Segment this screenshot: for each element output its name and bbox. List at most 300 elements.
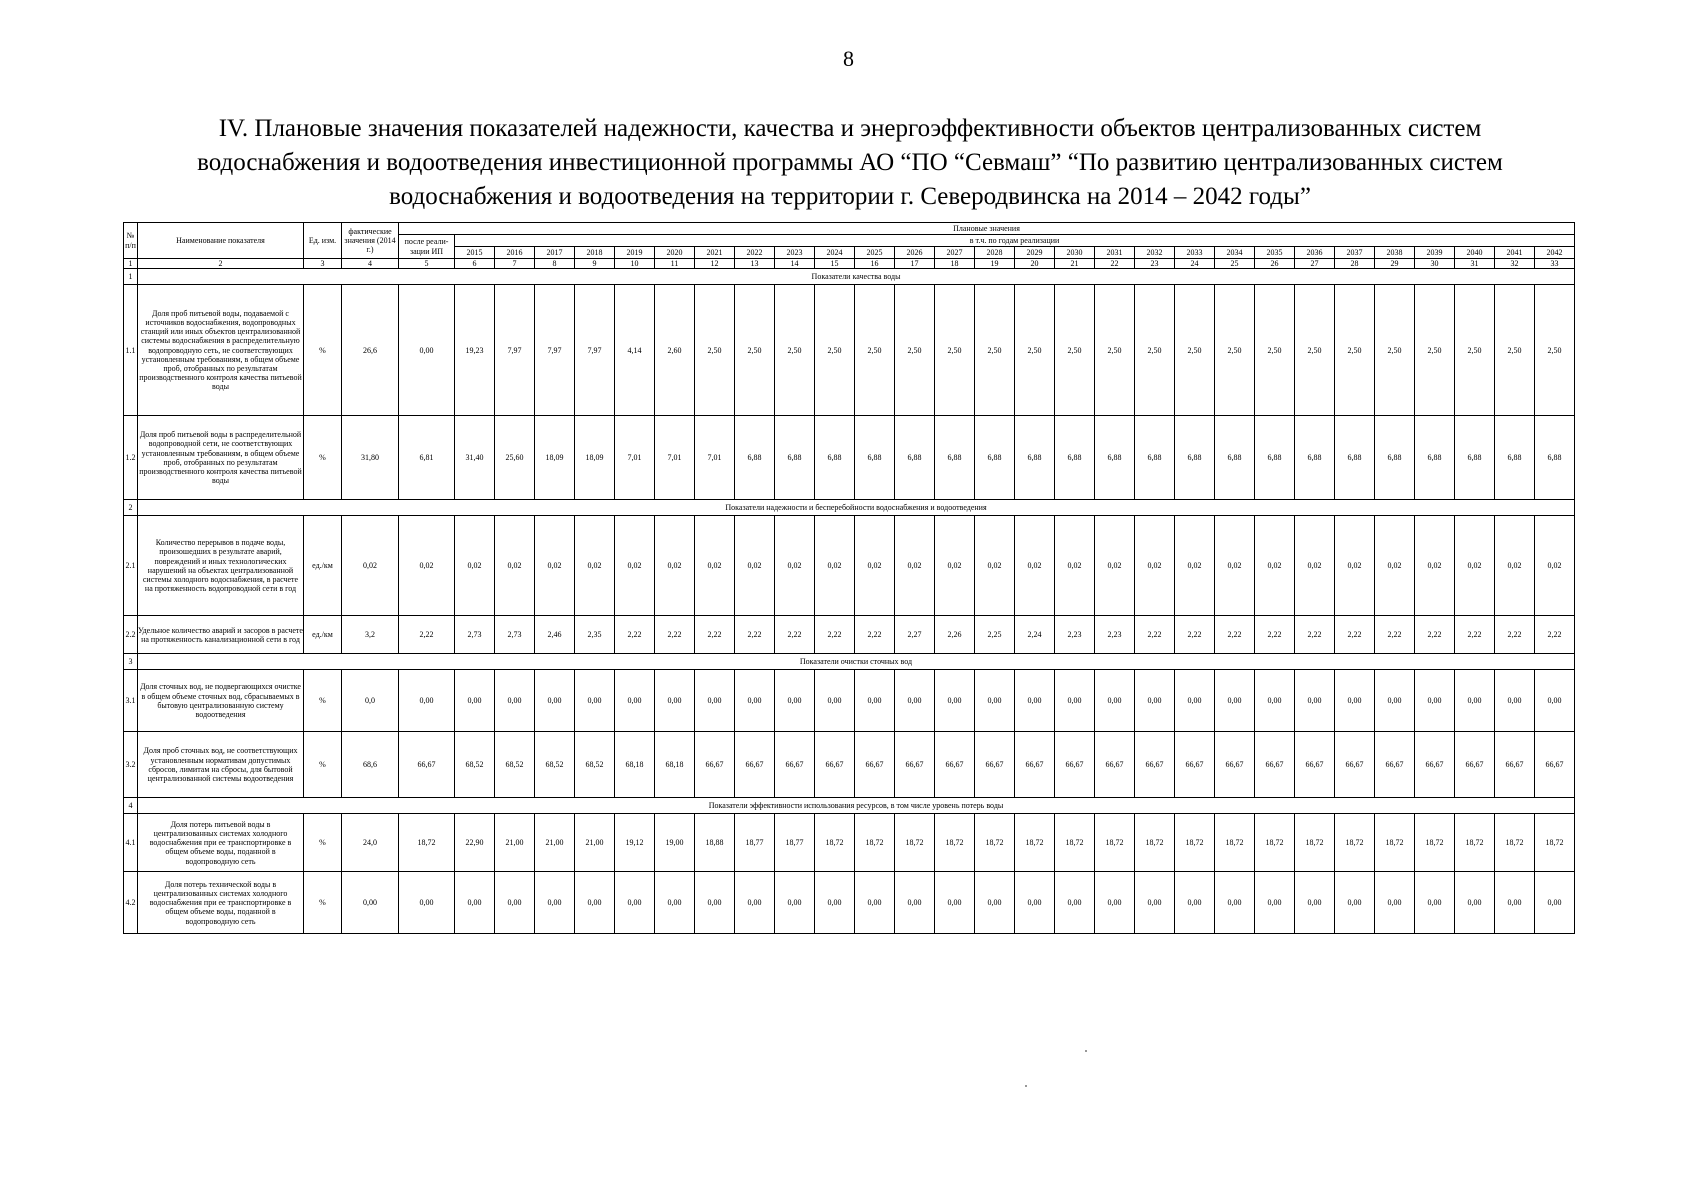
column-number: 5: [399, 259, 455, 269]
year-value: 0,02: [1415, 516, 1455, 616]
year-value: 18,09: [575, 416, 615, 500]
year-value: 2,22: [815, 616, 855, 654]
year-value: 66,67: [1335, 732, 1375, 798]
header-year: 2038: [1375, 247, 1415, 259]
year-value: 66,67: [1015, 732, 1055, 798]
year-value: 0,00: [815, 872, 855, 934]
header-year: 2034: [1215, 247, 1255, 259]
year-value: 66,67: [895, 732, 935, 798]
year-value: 0,02: [1055, 516, 1095, 616]
year-value: 18,72: [1375, 814, 1415, 872]
indicator-name: Доля проб питьевой воды, подаваемой с источников водоснабжения, водопроводных станций или иных объектов централизованной системы водоснабжения в распределительную водопроводную сеть, не соответствующих установленным требованиям, в общем объеме проб, отобранных по результатам производственного контроля качества питьевой воды: [138, 285, 304, 416]
year-value: 18,72: [1495, 814, 1535, 872]
year-value: 2,22: [655, 616, 695, 654]
year-value: 2,50: [735, 285, 775, 416]
header-year: 2021: [695, 247, 735, 259]
year-value: 7,97: [495, 285, 535, 416]
after-value: 0,00: [399, 285, 455, 416]
year-value: 6,88: [1535, 416, 1575, 500]
column-number: 20: [1015, 259, 1055, 269]
header-year: 2028: [975, 247, 1015, 259]
column-number: 19: [975, 259, 1015, 269]
year-value: 0,00: [775, 872, 815, 934]
year-value: 18,72: [1135, 814, 1175, 872]
column-number: 31: [1455, 259, 1495, 269]
year-value: 2,50: [1055, 285, 1095, 416]
year-value: 18,72: [855, 814, 895, 872]
year-value: 66,67: [855, 732, 895, 798]
year-value: 0,02: [975, 516, 1015, 616]
header-year: 2016: [495, 247, 535, 259]
header-year: 2042: [1535, 247, 1575, 259]
year-value: 7,97: [575, 285, 615, 416]
year-value: 68,18: [615, 732, 655, 798]
year-value: 18,72: [1095, 814, 1135, 872]
year-value: 18,88: [695, 814, 735, 872]
year-value: 66,67: [1375, 732, 1415, 798]
year-value: 18,72: [1335, 814, 1375, 872]
year-value: 18,72: [1215, 814, 1255, 872]
indicators-table: [123, 222, 1575, 934]
year-value: 0,02: [1135, 516, 1175, 616]
year-value: 2,22: [1135, 616, 1175, 654]
year-value: 66,67: [1055, 732, 1095, 798]
year-value: 0,00: [1255, 872, 1295, 934]
year-value: 18,72: [1175, 814, 1215, 872]
year-value: 7,97: [535, 285, 575, 416]
header-year: 2041: [1495, 247, 1535, 259]
year-value: 31,40: [455, 416, 495, 500]
year-value: 0,02: [735, 516, 775, 616]
year-value: 2,22: [1535, 616, 1575, 654]
header-num: № п/п: [124, 223, 138, 259]
column-number: 4: [342, 259, 399, 269]
year-value: 21,00: [495, 814, 535, 872]
indicator-name: Доля сточных вод, не подвергающихся очистке в общем объеме сточных вод, сбрасываемых в бытовую централизованную систему водоотведения: [138, 670, 304, 732]
section-title: Показатели надежности и бесперебойности водоснабжения и водоотведения: [138, 500, 1575, 516]
section-row: [124, 500, 1575, 516]
year-value: 0,00: [1295, 670, 1335, 732]
year-value: 0,02: [855, 516, 895, 616]
year-value: 0,02: [1335, 516, 1375, 616]
year-value: 66,67: [1295, 732, 1335, 798]
year-value: 6,88: [1095, 416, 1135, 500]
year-value: 19,00: [655, 814, 695, 872]
year-value: 18,72: [1455, 814, 1495, 872]
year-value: 6,88: [1295, 416, 1335, 500]
year-value: 0,00: [1495, 670, 1535, 732]
year-value: 66,67: [1495, 732, 1535, 798]
year-value: 0,02: [1295, 516, 1335, 616]
year-value: 6,88: [1175, 416, 1215, 500]
year-value: 0,02: [1495, 516, 1535, 616]
year-value: 66,67: [1535, 732, 1575, 798]
year-value: 0,00: [615, 872, 655, 934]
year-value: 0,00: [1255, 670, 1295, 732]
header-year: 2036: [1295, 247, 1335, 259]
year-value: 21,00: [575, 814, 615, 872]
year-value: 2,22: [1375, 616, 1415, 654]
year-value: 0,00: [1015, 872, 1055, 934]
row-number: 4.1: [124, 814, 138, 872]
year-value: 18,72: [1055, 814, 1095, 872]
year-value: 66,67: [1095, 732, 1135, 798]
header-year: 2035: [1255, 247, 1295, 259]
after-value: 66,67: [399, 732, 455, 798]
actual-value: 24,0: [342, 814, 399, 872]
year-value: 2,50: [895, 285, 935, 416]
section-row: [124, 654, 1575, 670]
year-value: 66,67: [935, 732, 975, 798]
actual-value: 0,02: [342, 516, 399, 616]
year-value: 2,22: [1295, 616, 1335, 654]
table-row: [124, 516, 1575, 616]
year-value: 2,22: [775, 616, 815, 654]
year-value: 2,22: [695, 616, 735, 654]
header-year: 2039: [1415, 247, 1455, 259]
year-value: 0,00: [535, 872, 575, 934]
year-value: 7,01: [695, 416, 735, 500]
table-row: [124, 416, 1575, 500]
actual-value: 3,2: [342, 616, 399, 654]
year-value: 0,02: [535, 516, 575, 616]
year-value: 0,00: [695, 670, 735, 732]
table-body: [124, 269, 1575, 934]
title-line-3: водоснабжения и водоотведения на территории г. Северодвинска на 2014 – 2042 годы”: [389, 183, 1311, 210]
year-value: 25,60: [495, 416, 535, 500]
year-value: 0,00: [455, 872, 495, 934]
document-title: [120, 112, 1580, 214]
year-value: 2,22: [735, 616, 775, 654]
year-value: 0,00: [615, 670, 655, 732]
column-number: 17: [895, 259, 935, 269]
year-value: 2,73: [495, 616, 535, 654]
year-value: 2,22: [1495, 616, 1535, 654]
year-value: 0,00: [1095, 872, 1135, 934]
year-value: 0,00: [1375, 670, 1415, 732]
year-value: 6,88: [1215, 416, 1255, 500]
after-value: 2,22: [399, 616, 455, 654]
unit-cell: ед./км: [304, 516, 342, 616]
year-value: 0,02: [935, 516, 975, 616]
year-value: 0,00: [935, 872, 975, 934]
year-value: 7,01: [655, 416, 695, 500]
header-after: после реали-зации ИП: [399, 235, 455, 259]
row-number: 2.2: [124, 616, 138, 654]
year-value: 0,02: [1255, 516, 1295, 616]
year-value: 2,35: [575, 616, 615, 654]
year-value: 18,72: [1535, 814, 1575, 872]
unit-cell: %: [304, 732, 342, 798]
year-value: 4,14: [615, 285, 655, 416]
unit-cell: %: [304, 814, 342, 872]
year-value: 18,72: [1295, 814, 1335, 872]
year-value: 2,50: [1255, 285, 1295, 416]
year-value: 0,00: [975, 872, 1015, 934]
year-value: 0,00: [1295, 872, 1335, 934]
row-number: 2.1: [124, 516, 138, 616]
year-value: 22,90: [455, 814, 495, 872]
year-value: 2,22: [1455, 616, 1495, 654]
year-value: 2,50: [1015, 285, 1055, 416]
year-value: 2,23: [1055, 616, 1095, 654]
header-year: 2029: [1015, 247, 1055, 259]
section-number: 4: [124, 798, 138, 814]
row-number: 3.2: [124, 732, 138, 798]
column-number: 23: [1135, 259, 1175, 269]
column-number: 10: [615, 259, 655, 269]
year-value: 0,02: [615, 516, 655, 616]
year-value: 0,02: [1095, 516, 1135, 616]
column-number: 29: [1375, 259, 1415, 269]
year-value: 66,67: [775, 732, 815, 798]
unit-cell: %: [304, 285, 342, 416]
column-number: 2: [138, 259, 304, 269]
actual-value: 26,6: [342, 285, 399, 416]
actual-value: 0,00: [342, 872, 399, 934]
year-value: 0,00: [1215, 670, 1255, 732]
header-year: 2024: [815, 247, 855, 259]
column-number: 9: [575, 259, 615, 269]
year-value: 2,50: [935, 285, 975, 416]
year-value: 0,02: [695, 516, 735, 616]
year-value: 0,00: [495, 670, 535, 732]
column-number: 1: [124, 259, 138, 269]
year-value: 0,00: [855, 872, 895, 934]
year-value: 0,00: [1095, 670, 1135, 732]
row-number: 4.2: [124, 872, 138, 934]
header-year: 2033: [1175, 247, 1215, 259]
year-value: 2,50: [1215, 285, 1255, 416]
year-value: 0,00: [1535, 670, 1575, 732]
column-number: 8: [535, 259, 575, 269]
year-value: 18,72: [1015, 814, 1055, 872]
year-value: 0,02: [1175, 516, 1215, 616]
year-value: 66,67: [1175, 732, 1215, 798]
table-row: [124, 814, 1575, 872]
year-value: 2,22: [855, 616, 895, 654]
year-value: 66,67: [1215, 732, 1255, 798]
header-year: 2020: [655, 247, 695, 259]
year-value: 0,02: [775, 516, 815, 616]
table-row: [124, 616, 1575, 654]
header-unit: Ед. изм.: [304, 223, 342, 259]
year-value: 0,02: [1215, 516, 1255, 616]
section-row: [124, 269, 1575, 285]
unit-cell: %: [304, 416, 342, 500]
year-value: 0,02: [895, 516, 935, 616]
column-number: 6: [455, 259, 495, 269]
header-year: 2040: [1455, 247, 1495, 259]
header-year: 2037: [1335, 247, 1375, 259]
year-value: 0,00: [935, 670, 975, 732]
after-value: 0,00: [399, 872, 455, 934]
year-value: 68,52: [495, 732, 535, 798]
page-number: 8: [843, 46, 854, 71]
year-value: 0,00: [655, 670, 695, 732]
actual-value: 68,6: [342, 732, 399, 798]
column-number: 21: [1055, 259, 1095, 269]
year-value: 0,02: [575, 516, 615, 616]
year-value: 0,00: [895, 670, 935, 732]
year-value: 66,67: [735, 732, 775, 798]
section-title: Показатели очистки сточных вод: [138, 654, 1575, 670]
header-year: 2025: [855, 247, 895, 259]
year-value: 6,88: [1335, 416, 1375, 500]
header-year: 2032: [1135, 247, 1175, 259]
year-value: 2,22: [1215, 616, 1255, 654]
year-value: 2,50: [975, 285, 1015, 416]
year-value: 18,09: [535, 416, 575, 500]
column-number: 16: [855, 259, 895, 269]
year-value: 6,88: [1135, 416, 1175, 500]
header-actual: фактические значения (2014 г.): [342, 223, 399, 259]
actual-value: 31,80: [342, 416, 399, 500]
year-value: 2,50: [775, 285, 815, 416]
year-value: 0,00: [735, 872, 775, 934]
year-value: 6,88: [935, 416, 975, 500]
year-value: 66,67: [1455, 732, 1495, 798]
row-number: 1.1: [124, 285, 138, 416]
year-value: 6,88: [1455, 416, 1495, 500]
year-value: 2,27: [895, 616, 935, 654]
year-value: 19,12: [615, 814, 655, 872]
year-value: 0,00: [735, 670, 775, 732]
year-value: 6,88: [815, 416, 855, 500]
header-year: 2027: [935, 247, 975, 259]
year-value: 0,00: [1135, 670, 1175, 732]
column-number: 32: [1495, 259, 1535, 269]
year-value: 0,00: [815, 670, 855, 732]
year-value: 18,72: [1255, 814, 1295, 872]
unit-cell: %: [304, 872, 342, 934]
year-value: 0,00: [1415, 670, 1455, 732]
year-value: 0,02: [455, 516, 495, 616]
year-value: 2,50: [855, 285, 895, 416]
year-value: 18,72: [895, 814, 935, 872]
year-value: 2,22: [1175, 616, 1215, 654]
year-value: 6,88: [975, 416, 1015, 500]
row-number: 1.2: [124, 416, 138, 500]
column-number: 27: [1295, 259, 1335, 269]
header-year: 2022: [735, 247, 775, 259]
year-value: 6,88: [855, 416, 895, 500]
section-row: [124, 798, 1575, 814]
year-value: 66,67: [815, 732, 855, 798]
header-year: 2015: [455, 247, 495, 259]
year-value: 6,88: [775, 416, 815, 500]
row-number: 3.1: [124, 670, 138, 732]
year-value: 2,60: [655, 285, 695, 416]
unit-cell: %: [304, 670, 342, 732]
year-value: 0,00: [655, 872, 695, 934]
year-value: 0,00: [1455, 670, 1495, 732]
year-value: 66,67: [1255, 732, 1295, 798]
year-value: 2,22: [1335, 616, 1375, 654]
year-value: 2,50: [1535, 285, 1575, 416]
section-title: Показатели эффективности использования ресурсов, в том числе уровень потерь воды: [138, 798, 1575, 814]
year-value: 0,00: [1535, 872, 1575, 934]
year-value: 0,00: [1495, 872, 1535, 934]
year-value: 0,02: [1455, 516, 1495, 616]
year-value: 6,88: [1495, 416, 1535, 500]
year-value: 18,72: [975, 814, 1015, 872]
year-value: 68,52: [455, 732, 495, 798]
scan-speck: [1085, 1050, 1087, 1052]
year-value: 0,02: [815, 516, 855, 616]
year-value: 0,00: [1055, 872, 1095, 934]
year-value: 0,00: [775, 670, 815, 732]
year-value: 0,00: [1175, 670, 1215, 732]
year-value: 7,01: [615, 416, 655, 500]
unit-cell: ед./км: [304, 616, 342, 654]
year-value: 19,23: [455, 285, 495, 416]
year-value: 6,88: [1055, 416, 1095, 500]
year-value: 2,46: [535, 616, 575, 654]
year-value: 0,00: [535, 670, 575, 732]
scan-speck: [1025, 1085, 1027, 1087]
column-number: 30: [1415, 259, 1455, 269]
column-number: 11: [655, 259, 695, 269]
year-value: 0,00: [1415, 872, 1455, 934]
column-number: 22: [1095, 259, 1135, 269]
year-value: 6,88: [1255, 416, 1295, 500]
header-year: 2017: [535, 247, 575, 259]
table-row: [124, 732, 1575, 798]
column-number: 24: [1175, 259, 1215, 269]
year-value: 2,23: [1095, 616, 1135, 654]
year-value: 66,67: [1135, 732, 1175, 798]
year-value: 66,67: [695, 732, 735, 798]
year-value: 2,22: [615, 616, 655, 654]
year-value: 0,00: [455, 670, 495, 732]
column-number: 28: [1335, 259, 1375, 269]
column-number: 33: [1535, 259, 1575, 269]
year-value: 0,00: [1175, 872, 1215, 934]
header-year: 2018: [575, 247, 615, 259]
section-number: 3: [124, 654, 138, 670]
year-value: 18,72: [1415, 814, 1455, 872]
table-row: [124, 285, 1575, 416]
table-header: [124, 223, 1575, 269]
year-value: 0,00: [575, 872, 615, 934]
year-value: 0,00: [1335, 670, 1375, 732]
column-number: 15: [815, 259, 855, 269]
year-value: 2,50: [815, 285, 855, 416]
year-value: 68,18: [655, 732, 695, 798]
year-value: 2,22: [1255, 616, 1295, 654]
year-value: 2,50: [1335, 285, 1375, 416]
header-year: 2019: [615, 247, 655, 259]
column-number: 25: [1215, 259, 1255, 269]
year-value: 0,02: [1535, 516, 1575, 616]
year-value: 0,02: [655, 516, 695, 616]
year-value: 21,00: [535, 814, 575, 872]
year-value: 2,24: [1015, 616, 1055, 654]
year-value: 6,88: [735, 416, 775, 500]
section-number: 2: [124, 500, 138, 516]
table-row: [124, 670, 1575, 732]
year-value: 66,67: [1415, 732, 1455, 798]
year-value: 0,00: [895, 872, 935, 934]
after-value: 6,81: [399, 416, 455, 500]
year-value: 0,00: [1335, 872, 1375, 934]
year-value: 66,67: [975, 732, 1015, 798]
year-value: 0,00: [975, 670, 1015, 732]
year-value: 0,00: [855, 670, 895, 732]
column-number: 14: [775, 259, 815, 269]
year-value: 18,77: [775, 814, 815, 872]
